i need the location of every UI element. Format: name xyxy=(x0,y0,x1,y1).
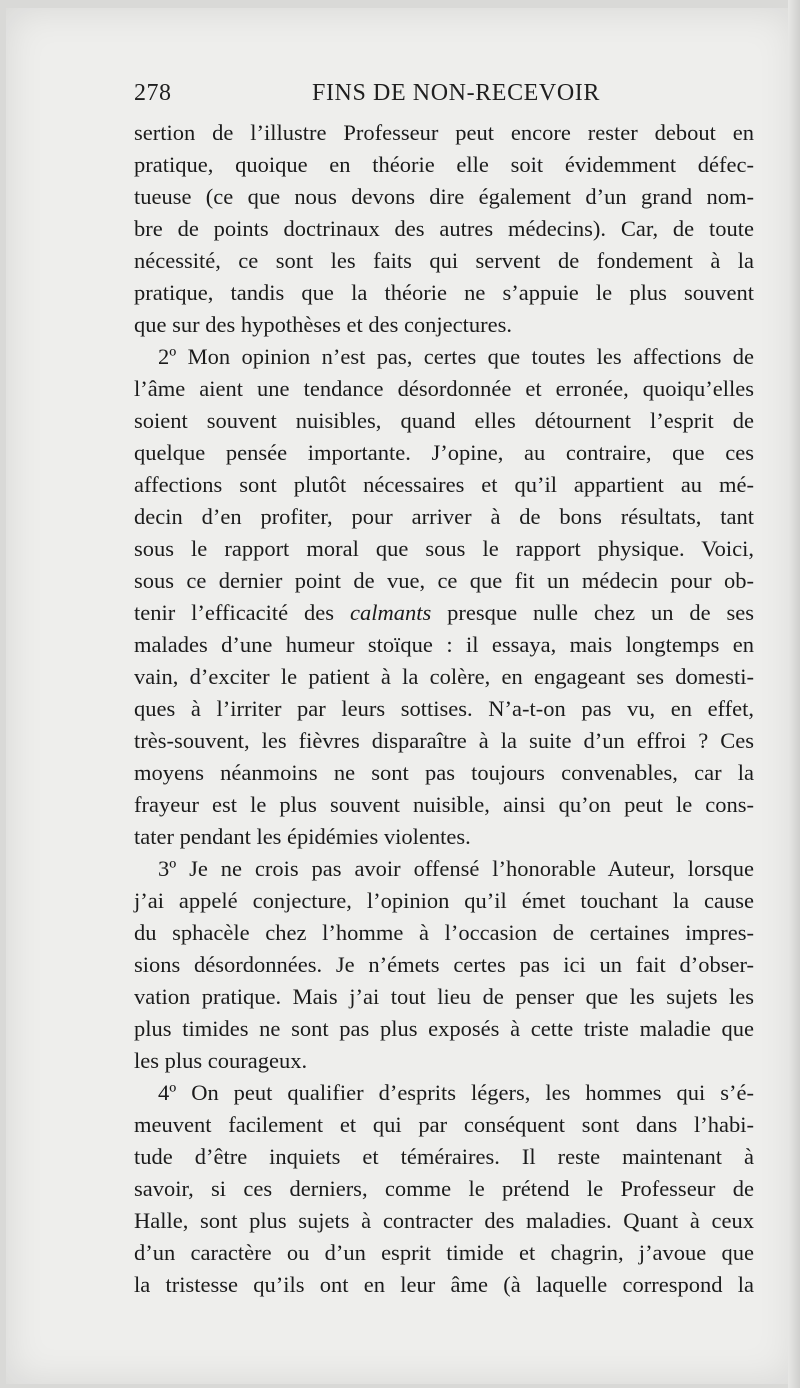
body-text xyxy=(134,117,754,1301)
text-line: les plus courageux. xyxy=(134,1048,308,1073)
text-line: tater pendant les épidémies violentes. xyxy=(134,824,471,849)
text-line: plus timides ne sont pas plus exposés à cette triste maladie que xyxy=(134,1016,754,1041)
text-line: frayeur est le plus souvent nuisible, ainsi qu’on peut le cons- xyxy=(134,792,754,817)
text-line: d’un caractère ou d’un esprit timide et chagrin, j’avoue que xyxy=(134,1240,754,1265)
text-line: quelque pensée importante. J’opine, au contraire, que ces xyxy=(134,440,754,465)
text-line: 2º Mon opinion n’est pas, certes que toutes les affections de xyxy=(158,344,754,369)
running-head xyxy=(134,80,750,116)
text-line: vation pratique. Mais j’ai tout lieu de penser que les sujets les xyxy=(134,984,754,1009)
text-line: sous le rapport moral que sous le rapport physique. Voici, xyxy=(134,536,754,561)
text-line: ques à l’irriter par leurs sottises. N’a-t-on pas vu, en effet, xyxy=(134,696,754,721)
text-line: malades d’une humeur stoïque : il essaya, mais longtemps en xyxy=(134,632,754,657)
text-line: bre de points doctrinaux des autres médecins). Car, de toute xyxy=(134,216,754,241)
text-line: soient souvent nuisibles, quand elles détournent l’esprit de xyxy=(134,408,754,433)
page-number: 278 xyxy=(134,80,172,106)
running-title: FINS DE NON-RECEVOIR xyxy=(312,80,600,106)
text-line: 4º On peut qualifier d’esprits légers, les hommes qui s’é- xyxy=(158,1080,754,1105)
text-line: sertion de l’illustre Professeur peut encore rester debout en xyxy=(134,120,754,145)
text-line: j’ai appelé conjecture, l’opinion qu’il émet touchant la cause xyxy=(134,888,754,913)
text-line: moyens néanmoins ne sont pas toujours convenables, car la xyxy=(134,760,754,785)
text-line: sous ce dernier point de vue, ce que fit un médecin pour ob- xyxy=(134,568,754,593)
text-line: affections sont plutôt nécessaires et qu’il appartient au mé- xyxy=(134,472,754,497)
text-line: Halle, sont plus sujets à contracter des maladies. Quant à ceux xyxy=(134,1208,754,1233)
text-line: pratique, quoique en théorie elle soit évidemment défec- xyxy=(134,152,754,177)
text-line: vain, d’exciter le patient à la colère, en engageant ses domesti- xyxy=(134,664,754,689)
text-line: decin d’en profiter, pour arriver à de bons résultats, tant xyxy=(134,504,754,529)
text-line: tude d’être inquiets et téméraires. Il reste maintenant à xyxy=(134,1144,754,1169)
text-line: du sphacèle chez l’homme à l’occasion de certaines impres- xyxy=(134,920,754,945)
text-line: 3º Je ne crois pas avoir offensé l’honorable Auteur, lorsque xyxy=(158,856,754,881)
text-line: sions désordonnées. Je n’émets certes pas ici un fait d’obser- xyxy=(134,952,754,977)
page-edge xyxy=(788,0,800,1388)
text-line: nécessité, ce sont les faits qui servent de fondement à la xyxy=(134,248,754,273)
text-line: savoir, si ces derniers, comme le prétend le Professeur de xyxy=(134,1176,754,1201)
text-segment: tenir l’efficacité des xyxy=(134,600,335,625)
italic-term: calmants xyxy=(349,600,432,625)
text-line: tueuse (ce que nous devons dire également d’un grand nom- xyxy=(134,184,754,209)
text-segment: presque nulle chez un de ses xyxy=(447,600,755,625)
text-line: que sur des hypothèses et des conjectures. xyxy=(134,312,513,337)
text-line: très-souvent, les fièvres disparaître à la suite d’un effroi ? Ces xyxy=(134,728,754,753)
text-line: l’âme aient une tendance désordonnée et erronée, quoiqu’elles xyxy=(134,376,754,401)
text-line xyxy=(134,597,754,629)
text-line: pratique, tandis que la théorie ne s’appuie le plus souvent xyxy=(134,280,754,305)
text-line: meuvent facilement et qui par conséquent sont dans l’habi- xyxy=(134,1112,754,1137)
text-line: la tristesse qu’ils ont en leur âme (à laquelle correspond la xyxy=(134,1272,754,1297)
